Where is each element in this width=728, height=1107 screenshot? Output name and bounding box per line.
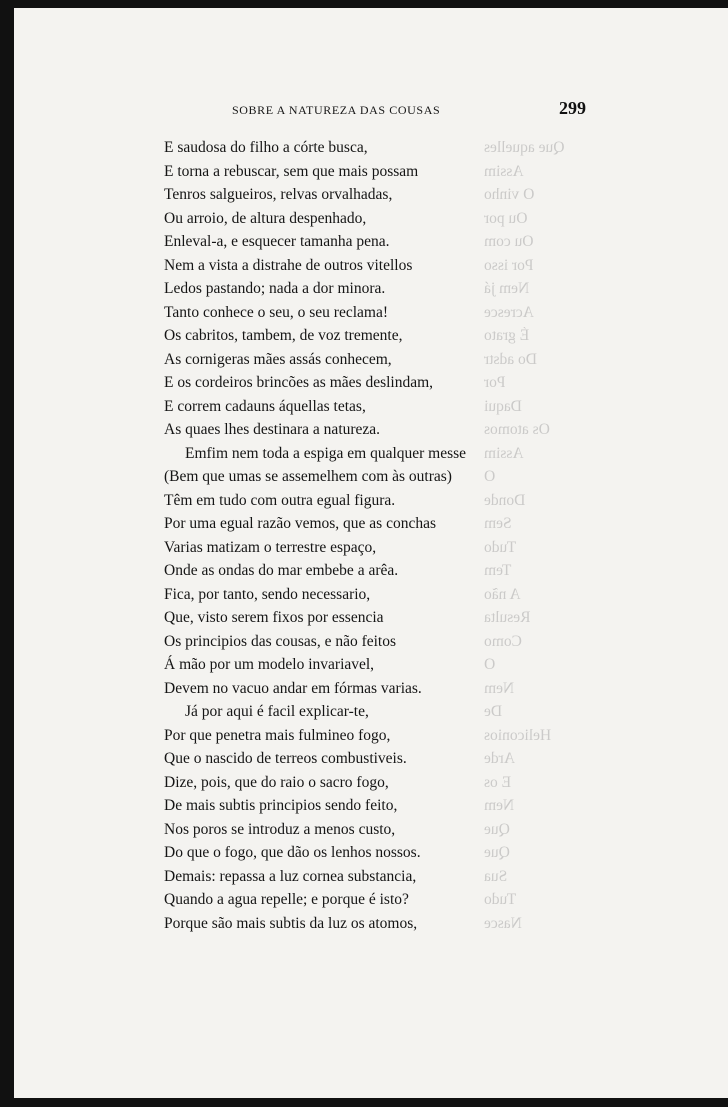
poem-line: E os cordeiros brincões as mães deslindam, — [164, 374, 434, 391]
poem-line: Porque são mais subtis da luz os atomos, — [164, 914, 418, 932]
poem-line: Enleval-a, e esquecer tamanha pena. — [164, 233, 390, 250]
poem-line: Dize, pois, que do raio o sacro fogo, — [164, 773, 389, 791]
poem-line: Por que penetra mais fulmineo fogo, — [164, 726, 391, 744]
book-page — [14, 8, 728, 1098]
poem-line: Fica, por tanto, sendo necessario, — [164, 585, 371, 603]
poem-line: Nem a vista a distrahe de outros vitellos — [164, 256, 413, 274]
poem-line: E torna a rebuscar, sem que mais possam — [164, 162, 419, 180]
poem-line: Quando a agua repelle; e porque é isto? — [164, 891, 409, 908]
poem-line: Tanto conhece o seu, o seu reclama! — [164, 303, 388, 321]
poem-line: Já por aqui é facil explicar-te, — [185, 703, 369, 720]
poem-line: Varias matizam o terrestre espaço, — [164, 538, 377, 556]
poem-line: Que o nascido de terreos combustiveis. — [164, 750, 407, 767]
poem-line: Os principios das cousas, e não feitos — [164, 632, 397, 650]
poem-line: Do que o fogo, que dão os lenhos nossos. — [164, 844, 421, 861]
poem-line: Onde as ondas do mar embebe a arêa. — [164, 562, 399, 579]
poem-line: Ledos pastando; nada a dor minora. — [164, 280, 386, 297]
poem-line: Emfim nem toda a espiga em qualquer messe — [185, 444, 467, 462]
poem-line: Por uma egual razão vemos, que as conchas — [164, 515, 437, 532]
poem-line: Que, visto serem fixos por essencia — [164, 609, 384, 626]
poem-line: Demais: repassa a luz cornea substancia, — [164, 867, 417, 885]
poem-line: As quaes lhes destinara a natureza. — [164, 421, 381, 438]
bleed-through-text: Que aquelles Assim O vinho Ou por Ou com Por isso Nem já Acresce É grato Do adstr Por Daqui Os atomos Assim O Donde Sem Tudo Tem A não Resulta Como O Nem De Heliconios Arde E os Nem Que Que Sua Tudo Nasce — [484, 139, 565, 932]
poem-line: Tenros salgueiros, relvas orvalhadas, — [164, 186, 393, 203]
poem-line: Devem no vacuo andar em fórmas varias. — [164, 679, 422, 697]
poem-line: Á mão por um modelo invariavel, — [164, 656, 375, 673]
poem-line: As cornigeras mães assás conhecem, — [164, 350, 392, 368]
poem-line: (Bem que umas se assemelhem com às outras) — [164, 468, 452, 485]
page-number: 299 — [559, 98, 586, 118]
poem-line: De mais subtis principios sendo feito, — [164, 797, 398, 814]
poem-line: Os cabritos, tambem, de voz tremente, — [164, 327, 403, 344]
poem-text — [164, 136, 524, 935]
poem-line: E saudosa do filho a córte busca, — [164, 139, 368, 156]
poem-line: Nos poros se introduz a menos custo, — [164, 820, 396, 838]
running-header-title: SOBRE A NATUREZA DAS COUSAS — [232, 103, 441, 117]
poem-line: Ou arroio, de altura despenhado, — [164, 209, 367, 227]
poem-line: Têm em tudo com outra egual figura. — [164, 491, 396, 509]
poem-line: E correm cadauns áquellas tetas, — [164, 397, 366, 415]
